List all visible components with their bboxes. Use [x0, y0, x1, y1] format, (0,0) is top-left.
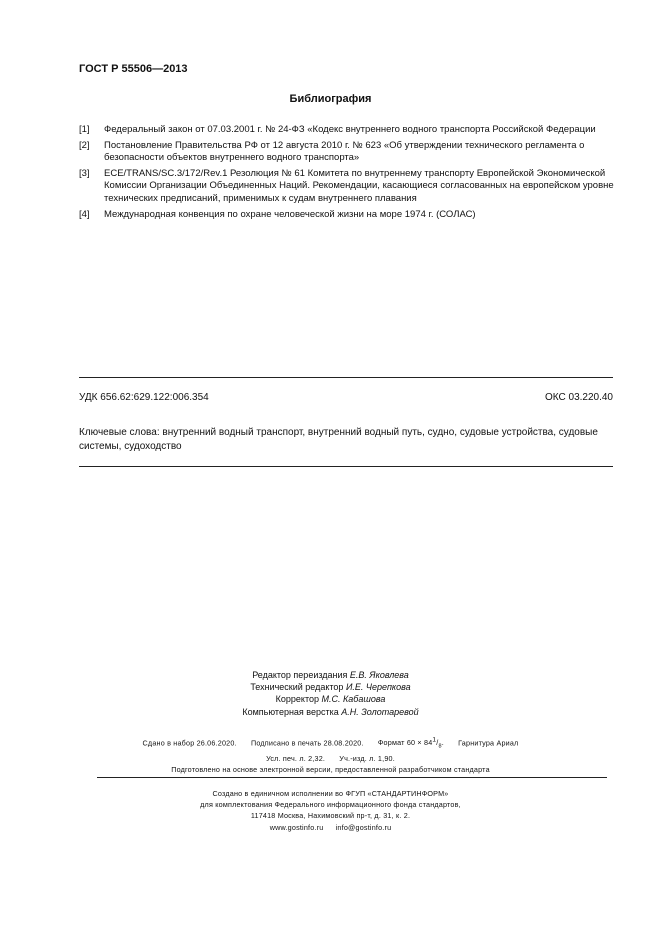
print-format: Формат $60 \times 84^1/_8$.: [377, 737, 444, 750]
printed-sheets: Усл. печ. л. 2,32.: [266, 753, 326, 763]
keywords: Ключевые слова: внутренний водный транспорт, внутренний водный путь, судно, судовые устройства, судовые системы, судоходство: [79, 427, 598, 452]
standard-designation: ГОСТ Р 55506—2013: [79, 63, 188, 75]
credit-name: Е.В. Яковлева: [349, 670, 409, 680]
bibliography-item: [79, 140, 619, 165]
credit-tech-editor: [0, 681, 661, 693]
bibliography-item-text: ECE/TRANS/SC.3/172/Rev.1 Резолюция № 61 Комитета по внутреннему транспорту Европейской Экономической Комиссии Организации Объединенных Наций. Рекомендации, касающиеся согласованных на европейском уровне технических предписаний, применимых к судам внутреннего плавания: [104, 167, 614, 204]
credit-name: А.Н. Золотаревой: [341, 706, 419, 717]
bibliography-item-number: [3]: [79, 167, 90, 179]
credit-label: Технический редактор: [250, 682, 344, 693]
bibliography-title: Библиография: [289, 93, 372, 105]
divider-footer: [97, 777, 607, 778]
divider-keywords: [79, 466, 613, 467]
credit-label: Редактор переиздания: [252, 670, 348, 680]
oks-code: ОКС 03.220.40: [545, 392, 613, 403]
bibliography-item-number: [2]: [79, 139, 90, 151]
typeface: Гарнитура Ариал: [458, 738, 519, 748]
bibliography-item-text: Федеральный закон от 07.03.2001 г. № 24-ФЗ «Кодекс внутреннего водного транспорта Российской Федерации: [104, 124, 596, 135]
bibliography-item-number: [4]: [79, 208, 90, 220]
bibliography-item: [79, 168, 619, 206]
website-link[interactable]: www.gostinfo.ru: [269, 822, 324, 832]
credit-editor: [0, 669, 661, 681]
bibliography-item-text: Международная конвенция по охране человеческой жизни на море 1974 г. (СОЛАС): [104, 208, 476, 220]
footer-line-1: Создано в единичном исполнении во ФГУП «СТАНДАРТИНФОРМ»: [212, 789, 449, 798]
bibliography-list: [79, 124, 619, 224]
udk-code: УДК 656.62:629.122:006.354: [79, 392, 209, 403]
submitted-date: Сдано в набор 26.06.2020.: [142, 738, 237, 748]
bibliography-item: [79, 209, 619, 222]
publisher-footer: [0, 788, 661, 833]
prepared-note: Подготовлено на основе электронной версии, предоставленной разработчиком стандарта: [171, 764, 490, 774]
credit-name: И.Е. Черепкова: [345, 682, 411, 693]
publishing-sheets: Уч.-изд. л. 1,90.: [339, 753, 395, 763]
print-info: [0, 735, 661, 775]
signed-date: Подписано в печать 28.08.2020.: [250, 738, 364, 748]
print-info-line-2: [0, 753, 661, 764]
footer-contacts: [0, 822, 661, 833]
credits-block: [0, 669, 661, 718]
email-link[interactable]: info@gostinfo.ru: [335, 822, 392, 832]
footer-line-3: 117418 Москва, Нахимовский пр-т, д. 31, к. 2.: [250, 811, 411, 821]
print-info-line-1: [0, 735, 661, 753]
credit-name: М.С. Кабашова: [321, 694, 386, 705]
classification-row: [79, 392, 613, 403]
credit-corrector: [0, 693, 661, 705]
footer-line-2: для комплектования Федерального информационного фонда стандартов,: [200, 800, 461, 810]
credit-label: Корректор: [275, 694, 319, 705]
credit-label: Компьютерная верстка: [242, 706, 339, 717]
bibliography-item: [79, 124, 619, 137]
divider-top: [79, 377, 613, 378]
credit-layout: [0, 706, 661, 718]
bibliography-item-number: [1]: [79, 124, 90, 135]
bibliography-item-text: Постановление Правительства РФ от 12 августа 2010 г. № 623 «Об утверждении технического регламента о безопасности объектов внутреннего водного транспорта»: [104, 139, 585, 164]
